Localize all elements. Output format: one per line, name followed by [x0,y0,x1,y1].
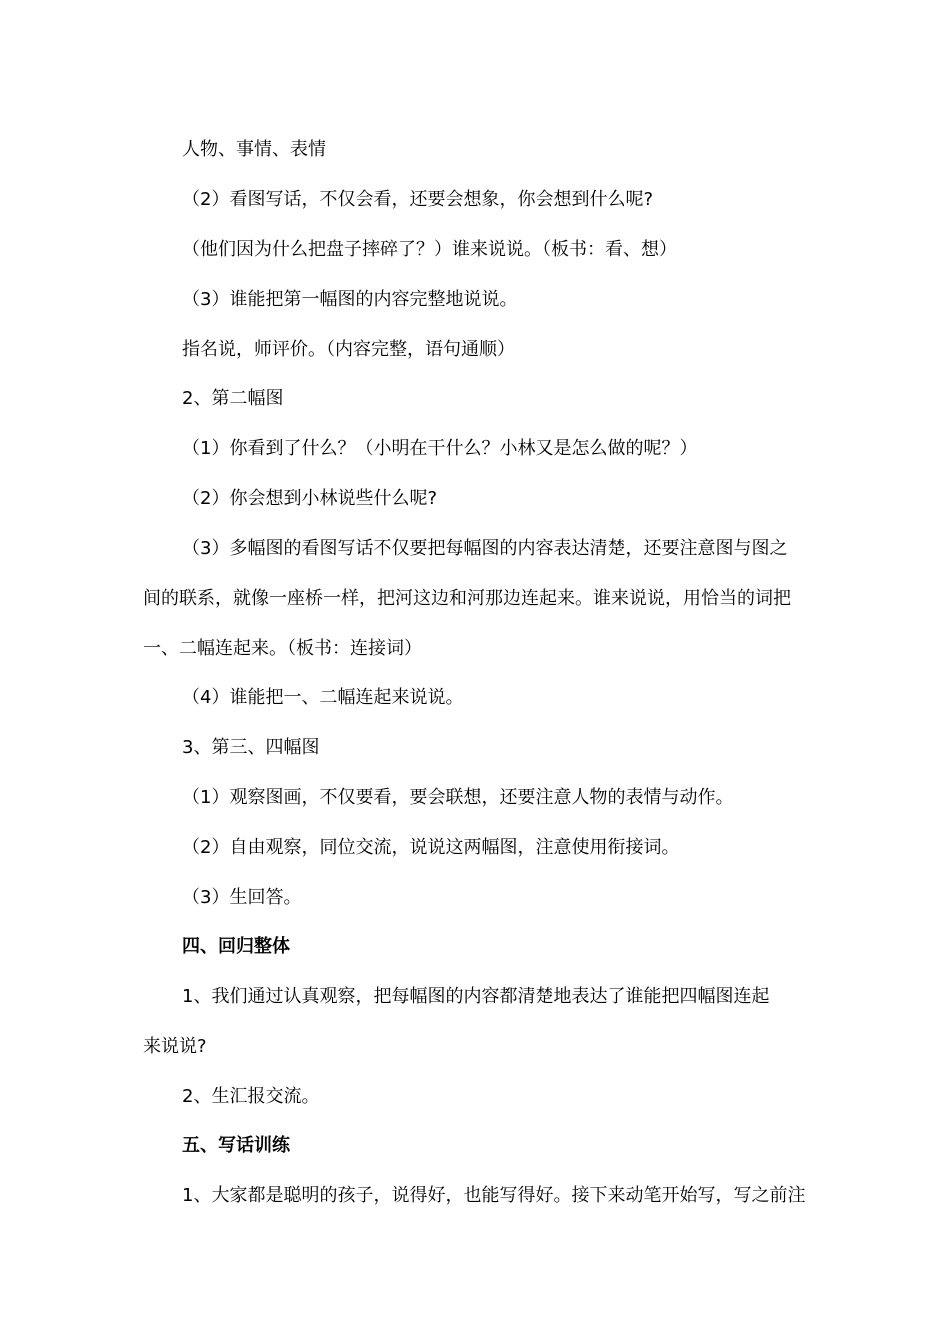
text-line: 2、生汇报交流。 [182,1086,320,1107]
text-line: （1）你看到了什么？（小明在干什么？小林又是怎么做的呢？） [182,438,698,459]
section-title: 四、回归整体 [182,936,290,957]
text-line: 间的联系，就像一座桥一样，把河这边和河那边连起来。谁来说说，用恰当的词把 [143,588,791,609]
text-line: （3）生回答。 [182,887,302,908]
text-line: （3）谁能把第一幅图的内容完整地说说。 [182,289,518,310]
text-line: 一、二幅连起来。（板书：连接词） [143,638,422,659]
text-line: 指名说，师评价。（内容完整，语句通顺） [182,339,515,360]
text-line: （2）你会想到小林说些什么呢? [182,488,438,509]
section-heading: 3、第三、四幅图 [182,737,320,758]
section-title: 五、写话训练 [182,1135,290,1156]
text-line: 1、我们通过认真观察，把每幅图的内容都清楚地表达了谁能把四幅图连起 [182,986,770,1007]
text-line: 来说说? [143,1036,207,1057]
text-line: 1、大家都是聪明的孩子，说得好，也能写得好。接下来动笔开始写，写之前注 [182,1185,806,1206]
section-heading: 2、第二幅图 [182,388,284,409]
text-line: （2）看图写话，不仅会看，还要会想象，你会想到什么呢? [182,189,654,210]
text-line: 人物、事情、表情 [182,139,326,160]
text-line: （1）观察图画，不仅要看，要会联想，还要注意人物的表情与动作。 [182,787,734,808]
text-line: （3）多幅图的看图写话不仅要把每幅图的内容表达清楚，还要注意图与图之 [182,538,788,559]
text-line: （他们因为什么把盘子摔碎了？）谁来说说。（板书：看、想） [182,239,677,260]
text-line: （2）自由观察，同位交流，说说这两幅图，注意使用衔接词。 [182,837,680,858]
text-line: （4）谁能把一、二幅连起来说说。 [182,687,464,708]
